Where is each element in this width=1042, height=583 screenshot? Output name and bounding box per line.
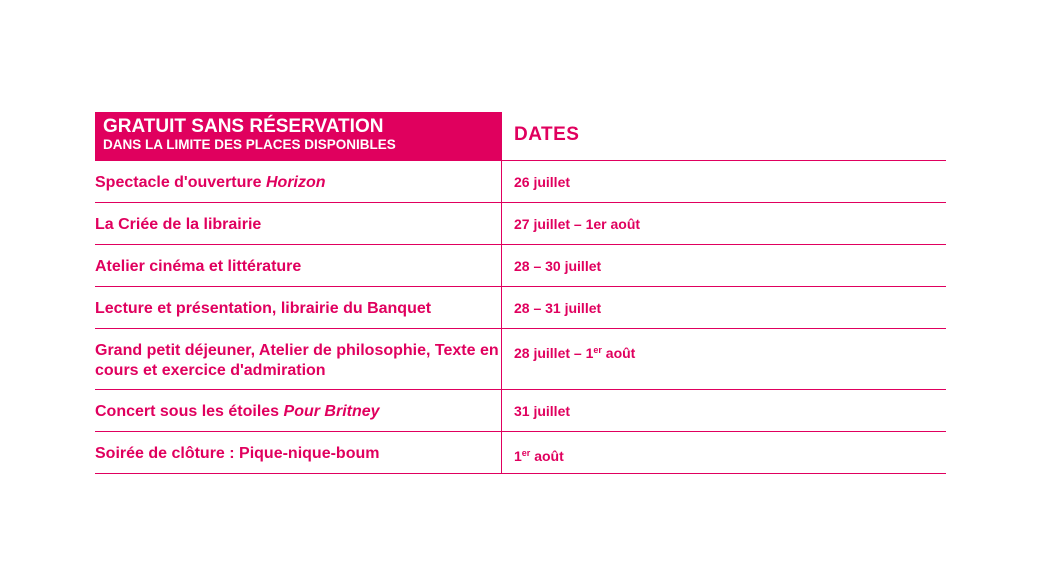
event-date: 26 juillet bbox=[514, 174, 571, 190]
event-name: Soirée de clôture : Pique-nique-boum bbox=[95, 432, 502, 473]
event-date: 27 juillet – 1er août bbox=[514, 216, 641, 232]
event-name: Concert sous les étoiles Pour Britney bbox=[95, 390, 502, 431]
events-table bbox=[95, 112, 946, 474]
table-row bbox=[95, 432, 946, 474]
table-row bbox=[95, 287, 946, 329]
header-title: GRATUIT SANS RÉSERVATION bbox=[103, 116, 384, 137]
header-free-entry bbox=[95, 112, 502, 160]
event-name: Lecture et présentation, librairie du Banquet bbox=[95, 287, 502, 328]
table-row bbox=[95, 390, 946, 432]
table-row bbox=[95, 203, 946, 245]
header-dates: DATES bbox=[514, 124, 580, 145]
event-date: 1er août bbox=[514, 448, 564, 464]
event-date: 31 juillet bbox=[514, 403, 571, 419]
table-header bbox=[95, 112, 946, 161]
table-row bbox=[95, 329, 946, 390]
header-subtitle: DANS LA LIMITE DES PLACES DISPONIBLES bbox=[103, 137, 396, 152]
event-date: 28 juillet – 1er août bbox=[514, 345, 636, 361]
table-row bbox=[95, 245, 946, 287]
event-date: 28 – 31 juillet bbox=[514, 300, 602, 316]
event-name: Spectacle d'ouverture Horizon bbox=[95, 161, 502, 202]
table-row bbox=[95, 161, 946, 203]
event-name: La Criée de la librairie bbox=[95, 203, 502, 244]
event-name: Grand petit déjeuner, Atelier de philosophie, Texte en cours et exercice d'admiration bbox=[95, 329, 502, 389]
event-name: Atelier cinéma et littérature bbox=[95, 245, 502, 286]
event-date: 28 – 30 juillet bbox=[514, 258, 602, 274]
